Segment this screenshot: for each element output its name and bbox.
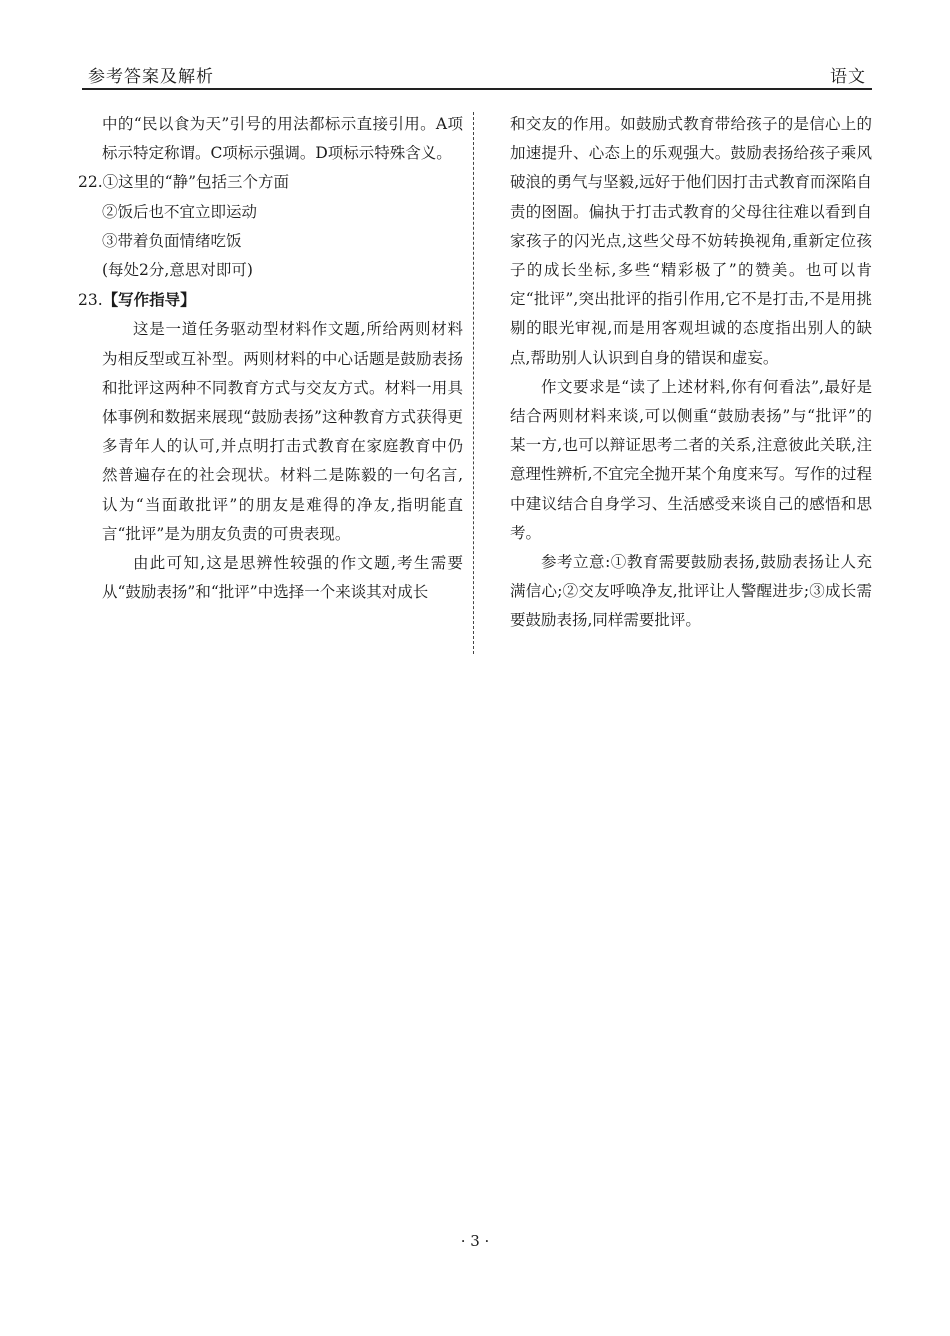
q23-paragraph-3: 作文要求是“读了上述材料,你有何看法”,最好是结合两则材料来谈,可以侧重“鼓励表扬”与“批评”的某一方,也可以辩证思考二者的关系,注意彼此关联,注意理性辨析,不宜完全抛开某个角度来写。写作的过程中建议结合自身学习、生活感受来谈自己的感悟和思考。: [510, 377, 872, 542]
left-column: [78, 110, 463, 607]
q23-reference-themes: 参考立意:①教育需要鼓励表扬,鼓励表扬让人充满信心;②交友呼唤净友,批评让人警醒进步;③成长需要鼓励表扬,同样需要批评。: [510, 553, 872, 630]
q23-paragraph-1: 这是一道任务驱动型材料作文题,所给两则材料为相反型或互补型。两则材料的中心话题是鼓励表扬和批评这两种不同教育方式与交友方式。材料一用具体事例和数据来展现“鼓励表扬”这种教育方式获得更多青年人的认可,并点明打击式教育在家庭教育中仍然普遍存在的社会现状。材料二是陈毅的一句名言,认为“当面敢批评”的朋友是难得的净友,指明能直言“批评”是为朋友负责的可贵表现。: [102, 320, 463, 543]
question-22: [78, 168, 463, 285]
q21-continuation: 中的“民以食为天”引号的用法都标示直接引用。A项标示特定称谓。C项标示强调。D项标示特殊含义。: [102, 115, 463, 163]
q22-scoring-note: (每处2分,意思对即可): [102, 261, 253, 280]
q22-answer-2: ②饭后也不宜立即运动: [102, 202, 258, 221]
q23-number: 23.: [78, 291, 103, 310]
q22-answer-3: ③带着负面情绪吃饭: [102, 231, 242, 250]
column-divider: [473, 112, 474, 654]
q22-answer-1: ①这里的“静”包括三个方面: [102, 173, 290, 192]
q23-paragraph-2-start: 由此可知,这是思辨性较强的作文题,考生需要从“鼓励表扬”和“批评”中选择一个来谈其对成长: [102, 554, 463, 602]
page-number: · 3 ·: [460, 1232, 490, 1250]
q23-heading: 【写作指导】: [102, 290, 196, 310]
q23-paragraph-2-continued: 和交友的作用。如鼓励式教育带给孩子的是信心上的加速提升、心态上的乐观强大。鼓励表扬给孩子乘风破浪的勇气与坚毅,远好于他们因打击式教育而深陷自责的囹圄。偏执于打击式教育的父母往往难以看到自家孩子的闪光点,这些父母不妨转换视角,重新定位孩子的成长坐标,多些“精彩极了”的赞美。也可以肯定“批评”,突出批评的指引作用,它不是打击,不是用挑剔的眼光审视,而是用客观坦诚的态度指出别人的缺点,帮助别人认识到自身的错误和虚妄。: [510, 115, 872, 367]
right-column: [510, 110, 872, 636]
header-subject: 语文: [830, 67, 866, 87]
header-section-title: 参考答案及解析: [88, 67, 214, 87]
q22-number: 22.: [78, 173, 103, 192]
question-23: [78, 285, 463, 607]
page-header: [82, 58, 872, 90]
